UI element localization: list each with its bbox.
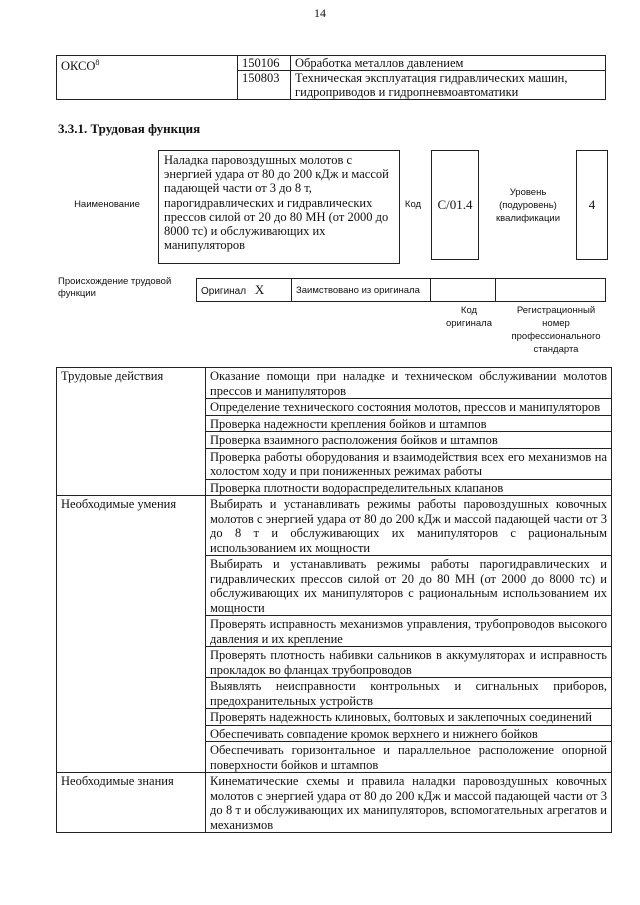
origin-table [196,278,606,302]
okso-code: 150803 [238,71,291,100]
section-item: Обеспечивать совпадение кромок верхнего и нижнего бойков [206,725,612,742]
section-item: Выявлять неисправности контрольных и сигнальных приборов, предохранительных устройств [206,678,612,709]
table-row [57,368,612,399]
page-number: 14 [314,6,326,20]
okso-label: ОКСО [61,59,96,74]
code-value: С/01.4 [437,197,473,212]
section-item: Обеспечивать горизонтальное и параллельное расположение опорной поверхности бойков и штампов [206,742,612,773]
level-label: Уровень (подуровень) квалификации [495,187,561,224]
okso-code: 150106 [238,56,291,71]
section-item: Проверка работы оборудования и взаимодействия всех его механизмов на холостом ходу и при пониженных режимах работы [206,448,612,479]
okso-label-cell [57,56,238,100]
reg-number-caption: Регистрационный номер профессионального стандарта [511,305,601,355]
original-mark: X [254,282,265,297]
section-item: Проверять плотность набивки сальников в аккумуляторах и исправность прокладок во фланцах трубопроводов [206,647,612,678]
name-label: Наименование [74,199,140,210]
reg-number-cell [496,279,606,302]
section-item: Кинематические схемы и правила наладки паровоздушных ковочных молотов с энергией удара от 80 до 200 кДж и массой падающей части от 3 до 8 т и обслуживающих их манипуляторов, вспомогательных агрегатов и механизмов [206,773,612,833]
section-item: Выбирать и устанавливать режимы работы парогидравлических и гидравлических прессов силой от 20 до 80 МН (от 2000 до 8000 тс) и обслуживающих их манипуляторов с рациональным использованием их мощности [206,556,612,616]
section-title: Необходимые знания [57,773,206,833]
okso-name: Обработка металлов давлением [291,56,606,71]
origin-row [197,279,606,302]
level-box [576,150,608,260]
original-cell [197,279,292,302]
section-item: Определение технического состояния молотов, прессов и манипуляторов [206,399,612,416]
okso-table [56,55,606,100]
section-item: Проверять надежность клиновых, болтовых и заклепочных соединений [206,709,612,726]
okso-name: Техническая эксплуатация гидравлических машин, гидроприводов и гидропневмоавтоматики [291,71,606,100]
section-title: Трудовые действия [57,368,206,496]
table-row [57,773,612,833]
level-value: 4 [588,197,596,212]
okso-footnote: 8 [95,58,100,67]
okso-row [57,56,606,71]
borrowed-label: Заимствовано из оригинала [292,279,431,302]
section-item: Проверка плотности водораспределительных клапанов [206,479,612,496]
code-label: Код [404,199,422,210]
section-item: Выбирать и устанавливать режимы работы паровоздушных ковочных молотов с энергией удара от 80 до 200 кДж и массой падающей части от 3 до 8 т и обслуживающих их манипуляторов с рациональным использованием их мощности [206,496,612,556]
origin-label: Происхождение трудовой функции [58,276,172,299]
section-item: Проверять исправность механизмов управления, трубопроводов высокого давления и их крепление [206,616,612,647]
section-heading: 3.3.1. Трудовая функция [58,121,201,136]
code-original-cell [431,279,496,302]
code-box [431,150,479,260]
section-title: Необходимые умения [57,496,206,773]
competency-table [56,367,612,833]
function-name-box: Наладка паровоздушных молотов с энергией удара от 80 до 200 кДж и массой падающей части от 3 до 8 т, парогидравлических и гидравлических прессов силой от 20 до 80 МН (от 2000 до 8000 тс) и обслуживающих их манипуляторов [158,150,400,264]
section-item: Проверка надежности крепления бойков и штампов [206,415,612,432]
section-item: Оказание помощи при наладке и техническом обслуживании молотов прессов и манипуляторов [206,368,612,399]
original-label: Оригинал [201,286,247,297]
table-row [57,496,612,556]
section-item: Проверка взаимного расположения бойков и штампов [206,432,612,449]
code-original-caption: Код оригинала [445,305,492,329]
